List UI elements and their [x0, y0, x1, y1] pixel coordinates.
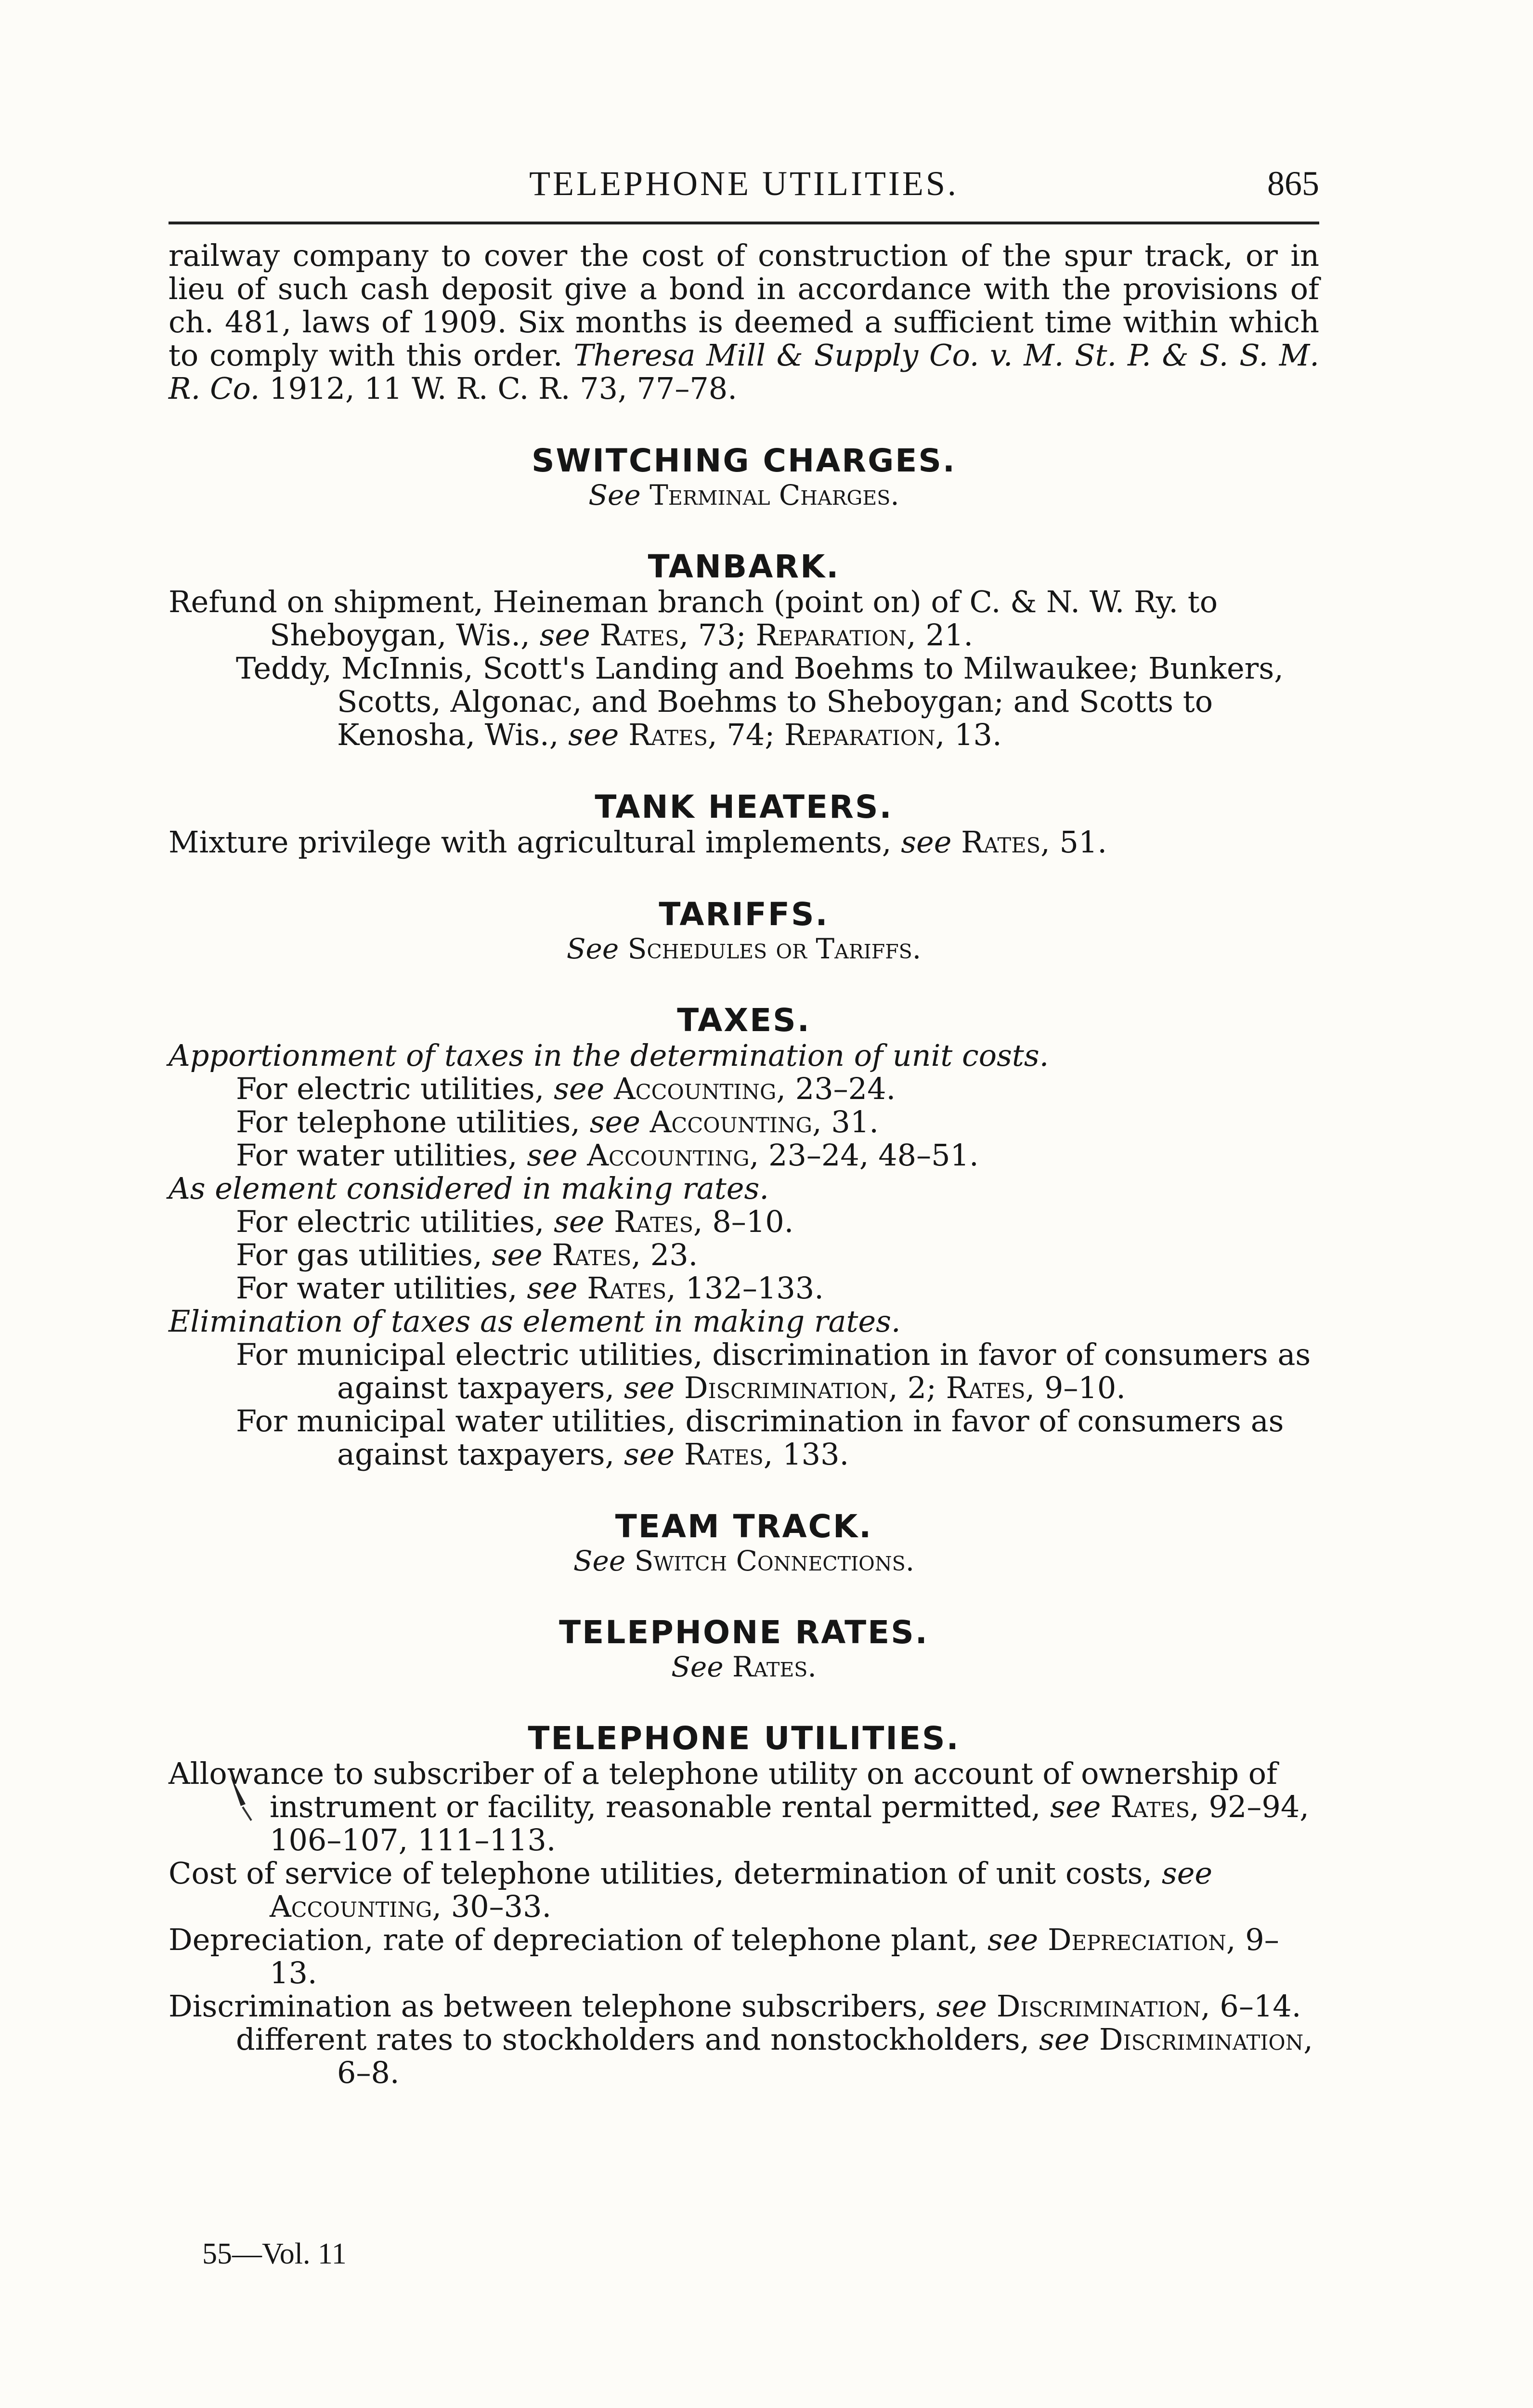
index-entry: Cost of service of telephone utilities, determination of unit costs, see Accounting, 30–33. — [169, 1856, 1213, 1924]
section-heading: TELEPHONE RATES. — [559, 1614, 929, 1651]
index-entry: For gas utilities, see Rates, 23. — [236, 1237, 698, 1272]
index-subheading: Elimination of taxes as element in making rates. — [169, 1304, 901, 1339]
index-entry: For electric utilities, see Accounting, 23–24. — [236, 1071, 896, 1106]
index-entry: Allowance to subscriber of a telephone utility on account of ownership of instrument or facility, reasonable rental permitted, see Rates, 92–94, 106–107, 111–113. — [169, 1756, 1309, 1858]
section-telephone-utilities — [169, 1720, 1319, 2089]
index-subheading: As element considered in making rates. — [169, 1171, 769, 1206]
section-heading: TARIFFS. — [659, 896, 829, 933]
index-entry: Depreciation, rate of depreciation of telephone plant, see Depreciation, 9–13. — [169, 1922, 1279, 1990]
see-reference: See Schedules or Tariffs. — [566, 932, 922, 965]
section-team-track — [169, 1508, 1319, 1577]
document-page — [169, 164, 1319, 2089]
index-entry: For telephone utilities, see Accounting, 31. — [236, 1104, 879, 1139]
index-entry: For water utilities, see Rates, 132–133. — [236, 1270, 824, 1306]
continuation-paragraph: railway company to cover the cost of construction of the spur track, or in lieu of such cash deposit give a bond in accordance with the provisions of ch. 481, laws of 1909. Six months is deemed a sufficient time within which to comply with this order. Theresa Mill & Supply Co. v. M. St. P. & S. S. M. R. Co. 1912, 11 W. R. C. R. 73, 77–78. — [169, 238, 1319, 406]
running-title: TELEPHONE UTILITIES. — [529, 164, 959, 203]
section-switching-charges — [169, 443, 1319, 511]
section-heading: TELEPHONE UTILITIES. — [528, 1720, 960, 1757]
index-entry: Refund on shipment, Heineman branch (point on) of C. & N. W. Ry. to Sheboygan, Wis., see Rates, 73; Reparation, 21. — [169, 584, 1218, 653]
section-heading: SWITCHING CHARGES. — [532, 442, 956, 479]
section-taxes — [169, 1002, 1319, 1471]
see-reference: See Switch Connections. — [573, 1544, 915, 1577]
section-telephone-rates — [169, 1614, 1319, 1683]
section-tank-heaters — [169, 789, 1319, 859]
case-citation: 1912, 11 W. R. C. R. 73, 77–78. — [269, 371, 737, 406]
section-heading: TANK HEATERS. — [595, 788, 893, 825]
index-entry: For municipal water utilities, discrimination in favor of consumers as against taxpayers, see Rates, 133. — [236, 1403, 1284, 1472]
index-entry: different rates to stockholders and nonstockholders, see Discrimination, 6–8. — [236, 2022, 1313, 2090]
index-entry: Teddy, McInnis, Scott's Landing and Boehms to Milwaukee; Bunkers, Scotts, Algonac, and Boehms to Sheboygan; and Scotts to Kenosha, Wis., see Rates, 74; Reparation, 13. — [236, 651, 1284, 752]
index-subheading: Apportionment of taxes in the determination of unit costs. — [169, 1038, 1049, 1073]
index-entry: For water utilities, see Accounting, 23–24, 48–51. — [236, 1138, 979, 1173]
index-entry: For municipal electric utilities, discrimination in favor of consumers as against taxpayers, see Discrimination, 2; Rates, 9–10. — [236, 1337, 1311, 1405]
section-heading: TEAM TRACK. — [615, 1508, 873, 1545]
section-heading: TANBARK. — [648, 548, 840, 585]
section-heading: TAXES. — [677, 1002, 811, 1039]
see-reference: See Terminal Charges. — [588, 479, 899, 511]
index-entry: For electric utilities, see Rates, 8–10. — [236, 1204, 794, 1239]
page-header — [169, 164, 1319, 224]
page-number: 865 — [1267, 164, 1319, 203]
index-entry: Discrimination as between telephone subscribers, see Discrimination, 6–14. — [169, 1989, 1301, 2024]
section-tariffs — [169, 896, 1319, 965]
signature-mark: 55—Vol. 11 — [202, 2238, 347, 2270]
see-reference: See Rates. — [671, 1650, 817, 1683]
section-tanbark — [169, 549, 1319, 751]
index-entry: Mixture privilege with agricultural implements, see Rates, 51. — [169, 824, 1107, 860]
case-name: Theresa Mill & Supply Co. v. M. St. P. & S. S. M. R. Co. — [169, 338, 1319, 406]
ink-mark-icon — [226, 1772, 255, 1825]
